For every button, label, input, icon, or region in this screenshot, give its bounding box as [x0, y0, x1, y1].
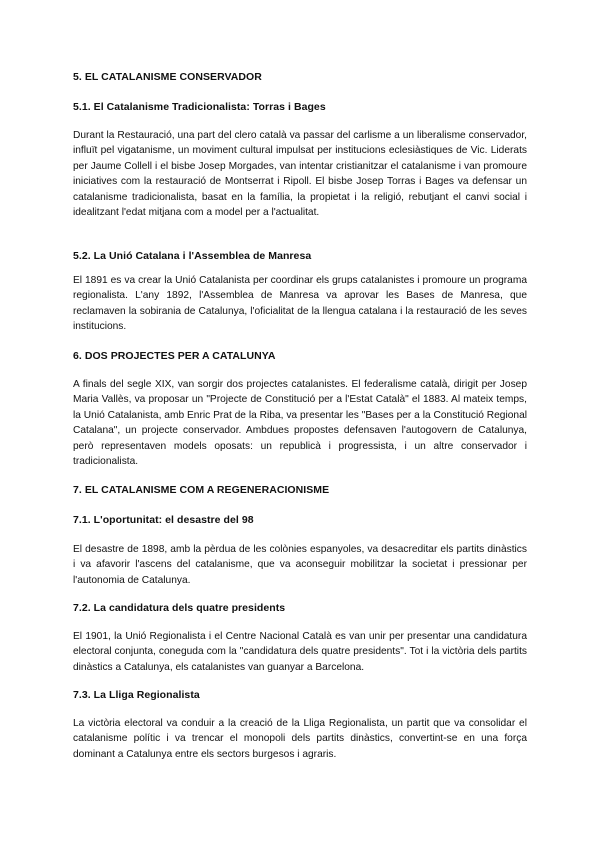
section-heading: 6. DOS PROJECTES PER A CATALUNYA: [73, 350, 276, 362]
paragraph: El desastre de 1898, amb la pèrdua de les colònies espanyoles, va desacreditar els partits dinàstics i va afavorir l'ascens del catalanisme, que va aconseguir mobilitzar la societat i pressionar per l'autonomia de Catalunya.: [73, 544, 527, 586]
paragraph: Durant la Restauració, una part del clero català va passar del carlisme a un liberalisme conservador, influït pel vigatanisme, un moviment cultural impulsat per institucions eclesiàstiques de Vic. Liderats per Jaume Collell i el bisbe Josep Morgades, van intentar cristianitzar el catalanisme i van promoure iniciatives com la restauració de Montserrat i Ripoll. El bisbe Josep Torras i Bages va defensar un catalanisme tradicionalista, basat en la família, la propietat i la religió, rebutjant el canvi social i idealitzant l'edat mitjana com a model per a l'actualitat.: [73, 130, 527, 219]
subsection-heading: 7.2. La candidatura dels quatre presidents: [73, 602, 286, 614]
subsection-heading: 5.2. La Unió Catalana i l'Assemblea de Manresa: [73, 250, 312, 262]
paragraph: El 1891 es va crear la Unió Catalanista per coordinar els grups catalanistes i promoure un programa regionalista. L'any 1892, l'Assemblea de Manresa va aprovar les Bases de Manresa, que reclamaven la sobirania de Catalunya, l'oficialitat de la llengua catalana i la restauració de les seves institucions.: [73, 275, 527, 333]
subsection-heading: 7.1. L'oportunitat: el desastre del 98: [73, 514, 254, 526]
section-heading: 5. EL CATALANISME CONSERVADOR: [73, 71, 262, 83]
subsection-heading: 5.1. El Catalanisme Tradicionalista: Torras i Bages: [73, 101, 326, 113]
section-heading: 7. EL CATALANISME COM A REGENERACIONISME: [73, 484, 330, 496]
paragraph: El 1901, la Unió Regionalista i el Centre Nacional Català es van unir per presentar una candidatura electoral conjunta, coneguda com la "candidatura dels quatre presidents". Tot i la victòria dels partits dinàstics a Catalunya, els catalanistes van guanyar a Barcelona.: [73, 631, 527, 673]
paragraph: La victòria electoral va conduir a la creació de la Lliga Regionalista, un partit que va consolidar el catalanisme polític i va trencar el monopoli dels partits dinàstics, convertint-se en una força dominant a Catalunya entre els sectors burgesos i agraris.: [73, 718, 527, 760]
subsection-heading: 7.3. La Lliga Regionalista: [73, 689, 200, 701]
paragraph: A finals del segle XIX, van sorgir dos projectes catalanistes. El federalisme català, dirigit per Josep Maria Vallès, va proposar un "Projecte de Constitució per a l'Estat Català" el 1883. Al mateix temps, la Unió Catalanista, amb Enric Prat de la Riba, va presentar les "Bases per a la Constitució Regional Catalana", un projecte conservador. Ambdues propostes defensaven l'autogovern de Catalunya, però representaven models oposats: un republicà i progressista, i un altre conservador i tradicionalista.: [73, 379, 527, 468]
